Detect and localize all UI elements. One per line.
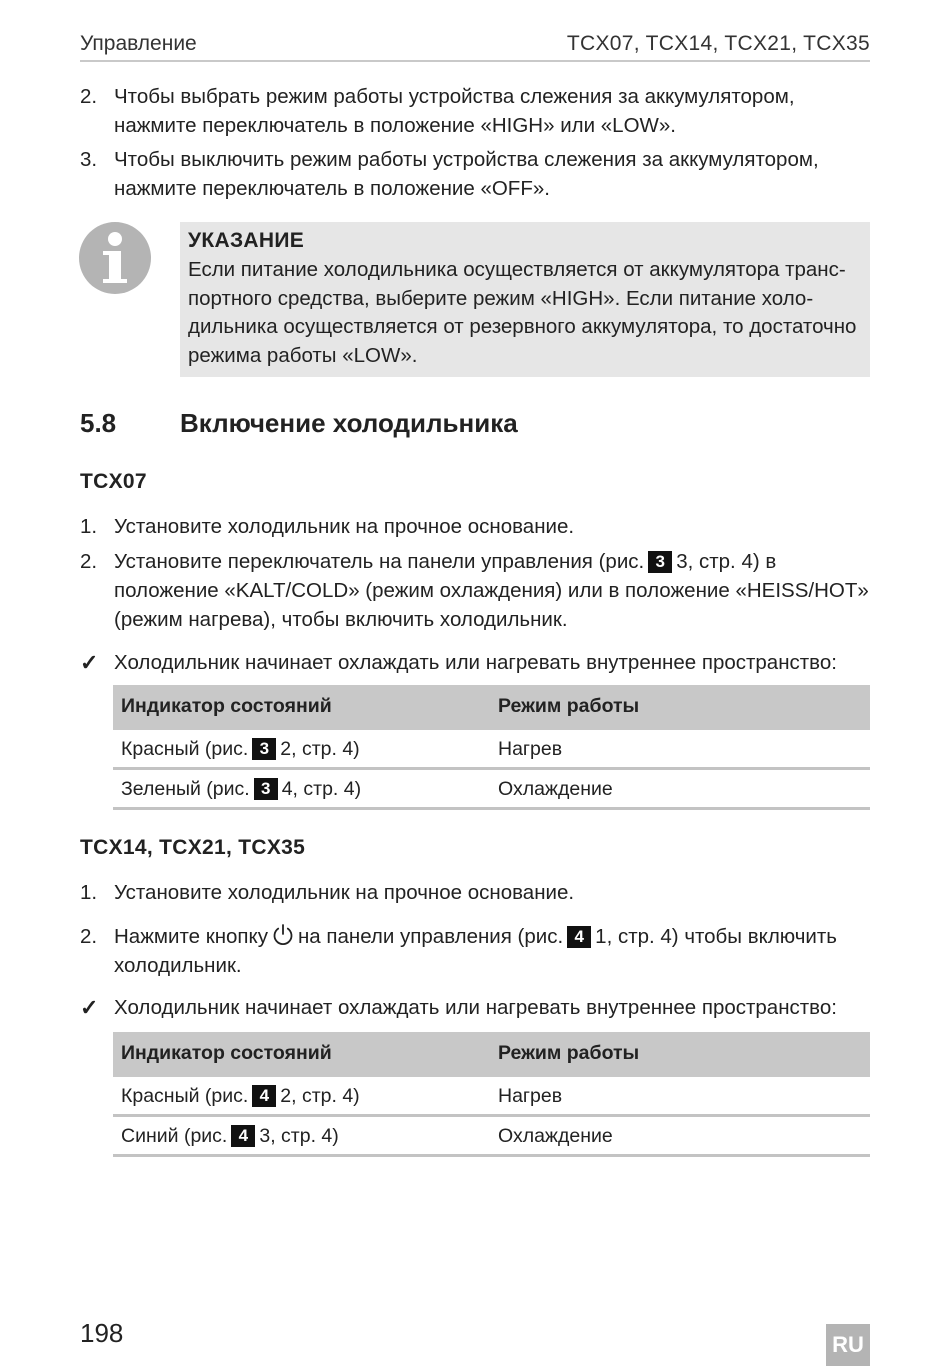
table-cell: Нагрев [498, 1085, 563, 1107]
table-cell: Нагрев [498, 738, 563, 760]
header-cell: Индикатор состояний [121, 1042, 332, 1064]
page-header [80, 30, 870, 62]
table-header [113, 1032, 870, 1077]
note-text: Если питание холодильника осуществляется от аккумулятора транспортного средства, выберите режим «HIGH». Если питание холодильника осуществляется от резервного аккумулятора, то достаточно режима работы «LOW». [188, 258, 857, 367]
info-icon [79, 222, 151, 294]
subheading-tcx14-21-35: TCX14, TCX21, TCX35 [80, 836, 306, 859]
table-row [113, 770, 870, 810]
table-cell: Красный (рис. 3 2, стр. 4) [121, 738, 360, 760]
header-cell: Индикатор состояний [121, 695, 332, 717]
step-text: Установите переключатель на панели управления (рис. [114, 550, 645, 573]
step-text: Чтобы выключить режим работы устройства слежения за аккумулятором, нажмите переключатель в положение «OFF». [114, 148, 819, 200]
step-number: 2. [80, 925, 98, 948]
step-text: Чтобы выбрать режим работы устройства слежения за аккумулятором, нажмите переключатель в положение «HIGH» или «LOW». [114, 85, 795, 137]
step-text-cont: 3, стр. 4) в положение «KALT/COLD» (режим охлаждения) или в положение «HEISS/HOT» (режим нагрева), чтобы включить холодильник. [114, 550, 869, 631]
tcx07-status-table [113, 685, 870, 810]
figure-ref-badge: 4 [567, 926, 591, 948]
tcx07-step-1 [80, 512, 870, 541]
figure-ref-badge: 4 [252, 1085, 276, 1107]
table-cell: Красный (рис. 4 2, стр. 4) [121, 1085, 360, 1107]
header-section: Управление [80, 32, 197, 55]
tcx14-step-1 [80, 878, 870, 907]
header-models: TCX07, TCX14, TCX21, TCX35 [566, 32, 870, 55]
table-cell: Охлаждение [498, 778, 613, 800]
step-number: 1. [80, 881, 98, 904]
section-title: Включение холодильника [180, 408, 518, 438]
step-text-cont: на панели управления (рис. [297, 925, 564, 948]
tcx14-status-table [113, 1032, 870, 1157]
language-badge: RU [826, 1324, 870, 1366]
result-text: Холодильник начинает охлаждать или нагревать внутреннее пространство: [114, 996, 837, 1019]
step-number: 3. [80, 148, 98, 171]
note-title: УКАЗАНИЕ [188, 229, 305, 252]
intro-step-2 [80, 82, 870, 140]
note-box [180, 222, 870, 377]
step-text: Установите холодильник на прочное основание. [114, 881, 575, 904]
intro-step-3 [80, 145, 870, 203]
section-number: 5.8 [80, 408, 117, 438]
table-header [113, 685, 870, 730]
figure-ref-badge: 3 [648, 551, 672, 573]
check-icon: ✓ [80, 995, 99, 1020]
subheading-tcx07: TCX07 [80, 470, 147, 493]
page-number: 198 [80, 1318, 124, 1348]
power-icon [271, 923, 295, 947]
table-cell: Охлаждение [498, 1125, 613, 1147]
figure-ref-badge: 4 [231, 1125, 255, 1147]
step-text: Нажмите кнопку [114, 925, 268, 948]
table-cell: Синий (рис. 4 3, стр. 4) [121, 1125, 339, 1147]
step-number: 2. [80, 550, 98, 573]
figure-ref-badge: 3 [254, 778, 278, 800]
tcx14-step-2 [80, 922, 870, 980]
step-number: 1. [80, 515, 98, 538]
step-text: Установите холодильник на прочное основание. [114, 515, 575, 538]
check-icon: ✓ [80, 650, 99, 675]
table-cell: Зеленый (рис. 3 4, стр. 4) [121, 778, 362, 800]
tcx14-result [80, 993, 870, 1022]
header-cell: Режим работы [498, 1042, 640, 1064]
step-text-end: 1, стр. 4) чтобы включить холодильник. [114, 925, 837, 977]
tcx07-step-2 [80, 547, 870, 634]
step-number: 2. [80, 85, 98, 108]
result-text: Холодильник начинает охлаждать или нагревать внутреннее пространство: [114, 651, 837, 674]
tcx07-result [80, 648, 870, 677]
header-cell: Режим работы [498, 695, 640, 717]
table-row [113, 1077, 870, 1117]
figure-ref-badge: 3 [252, 738, 276, 760]
table-row [113, 1117, 870, 1157]
table-row [113, 730, 870, 770]
